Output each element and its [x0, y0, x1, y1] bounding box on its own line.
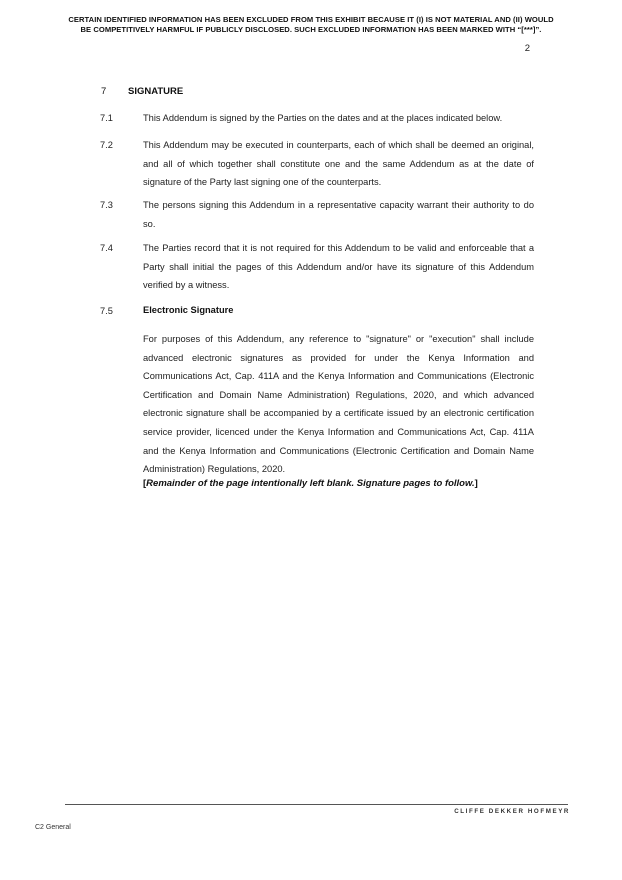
clause-number: 7.2 — [100, 140, 113, 150]
clause-7-4 — [100, 239, 534, 295]
section-title: SIGNATURE — [128, 86, 184, 97]
electronic-signature-heading: Electronic Signature — [143, 305, 234, 315]
classification-label: C2 General — [35, 824, 71, 831]
section-heading — [101, 86, 183, 97]
clause-text: This Addendum is signed by the Parties on the dates and at the places indicated below. — [143, 113, 503, 123]
clause-text: This Addendum may be executed in counterparts, each of which shall be deemed an original, and all of which together shall constitute one and the same Addendum as at the date of signature of the Party last signing one of the counterparts. — [143, 140, 534, 187]
redaction-notice-line-2: BE COMPETITIVELY HARMFUL IF PUBLICLY DISCLOSED. SUCH EXCLUDED INFORMATION HAS BEEN MARKED WITH “[***]”. — [80, 25, 542, 34]
redaction-notice — [28, 15, 594, 35]
redaction-notice-line-1: CERTAIN IDENTIFIED INFORMATION HAS BEEN EXCLUDED FROM THIS EXHIBIT BECAUSE IT (I) IS NOT MATERIAL AND (II) WOULD — [68, 15, 554, 24]
section-number: 7 — [101, 86, 107, 97]
clause-number: 7.5 — [100, 306, 113, 316]
clause-number: 7.1 — [100, 113, 113, 123]
clause-7-2 — [100, 136, 534, 192]
clause-number: 7.4 — [100, 243, 113, 253]
clause-7-3 — [100, 196, 534, 233]
clause-text: The Parties record that it is not required for this Addendum to be valid and enforceable that a Party shall initial the pages of this Addendum and/or have its signature of this Addendum verified by a witness. — [143, 243, 534, 290]
footer-divider — [65, 804, 568, 805]
remainder-open-bracket: [ — [143, 478, 147, 489]
page-number: 2 — [524, 43, 530, 54]
electronic-signature-body: For purposes of this Addendum, any reference to "signature" or "execution" shall include advanced electronic signatures as provided for under the Kenya Information and Communications Act, Cap. 411A and the Kenya Information and Communications (Electronic Certification and Domain Name Administration) Regulations, 2020, and which advanced electronic signature shall be accompanied by a certificate issued by an electronic certification service provider, licenced under the Kenya Information and Communications Act, Cap. 411A and the Kenya Information and Communications (Electronic Certification and Domain Name Administration) Regulations, 2020. — [143, 334, 534, 475]
remainder-close-bracket: ] — [474, 478, 478, 489]
clause-number: 7.3 — [100, 200, 113, 210]
clause-7-1 — [100, 109, 534, 128]
firm-logo: CLIFFE DEKKER HOFMEYR — [454, 808, 570, 815]
remainder-note — [143, 478, 478, 489]
clause-text: The persons signing this Addendum in a representative capacity warrant their authority to do so. — [143, 200, 534, 229]
remainder-text: Remainder of the page intentionally left blank. Signature pages to follow. — [146, 478, 475, 489]
